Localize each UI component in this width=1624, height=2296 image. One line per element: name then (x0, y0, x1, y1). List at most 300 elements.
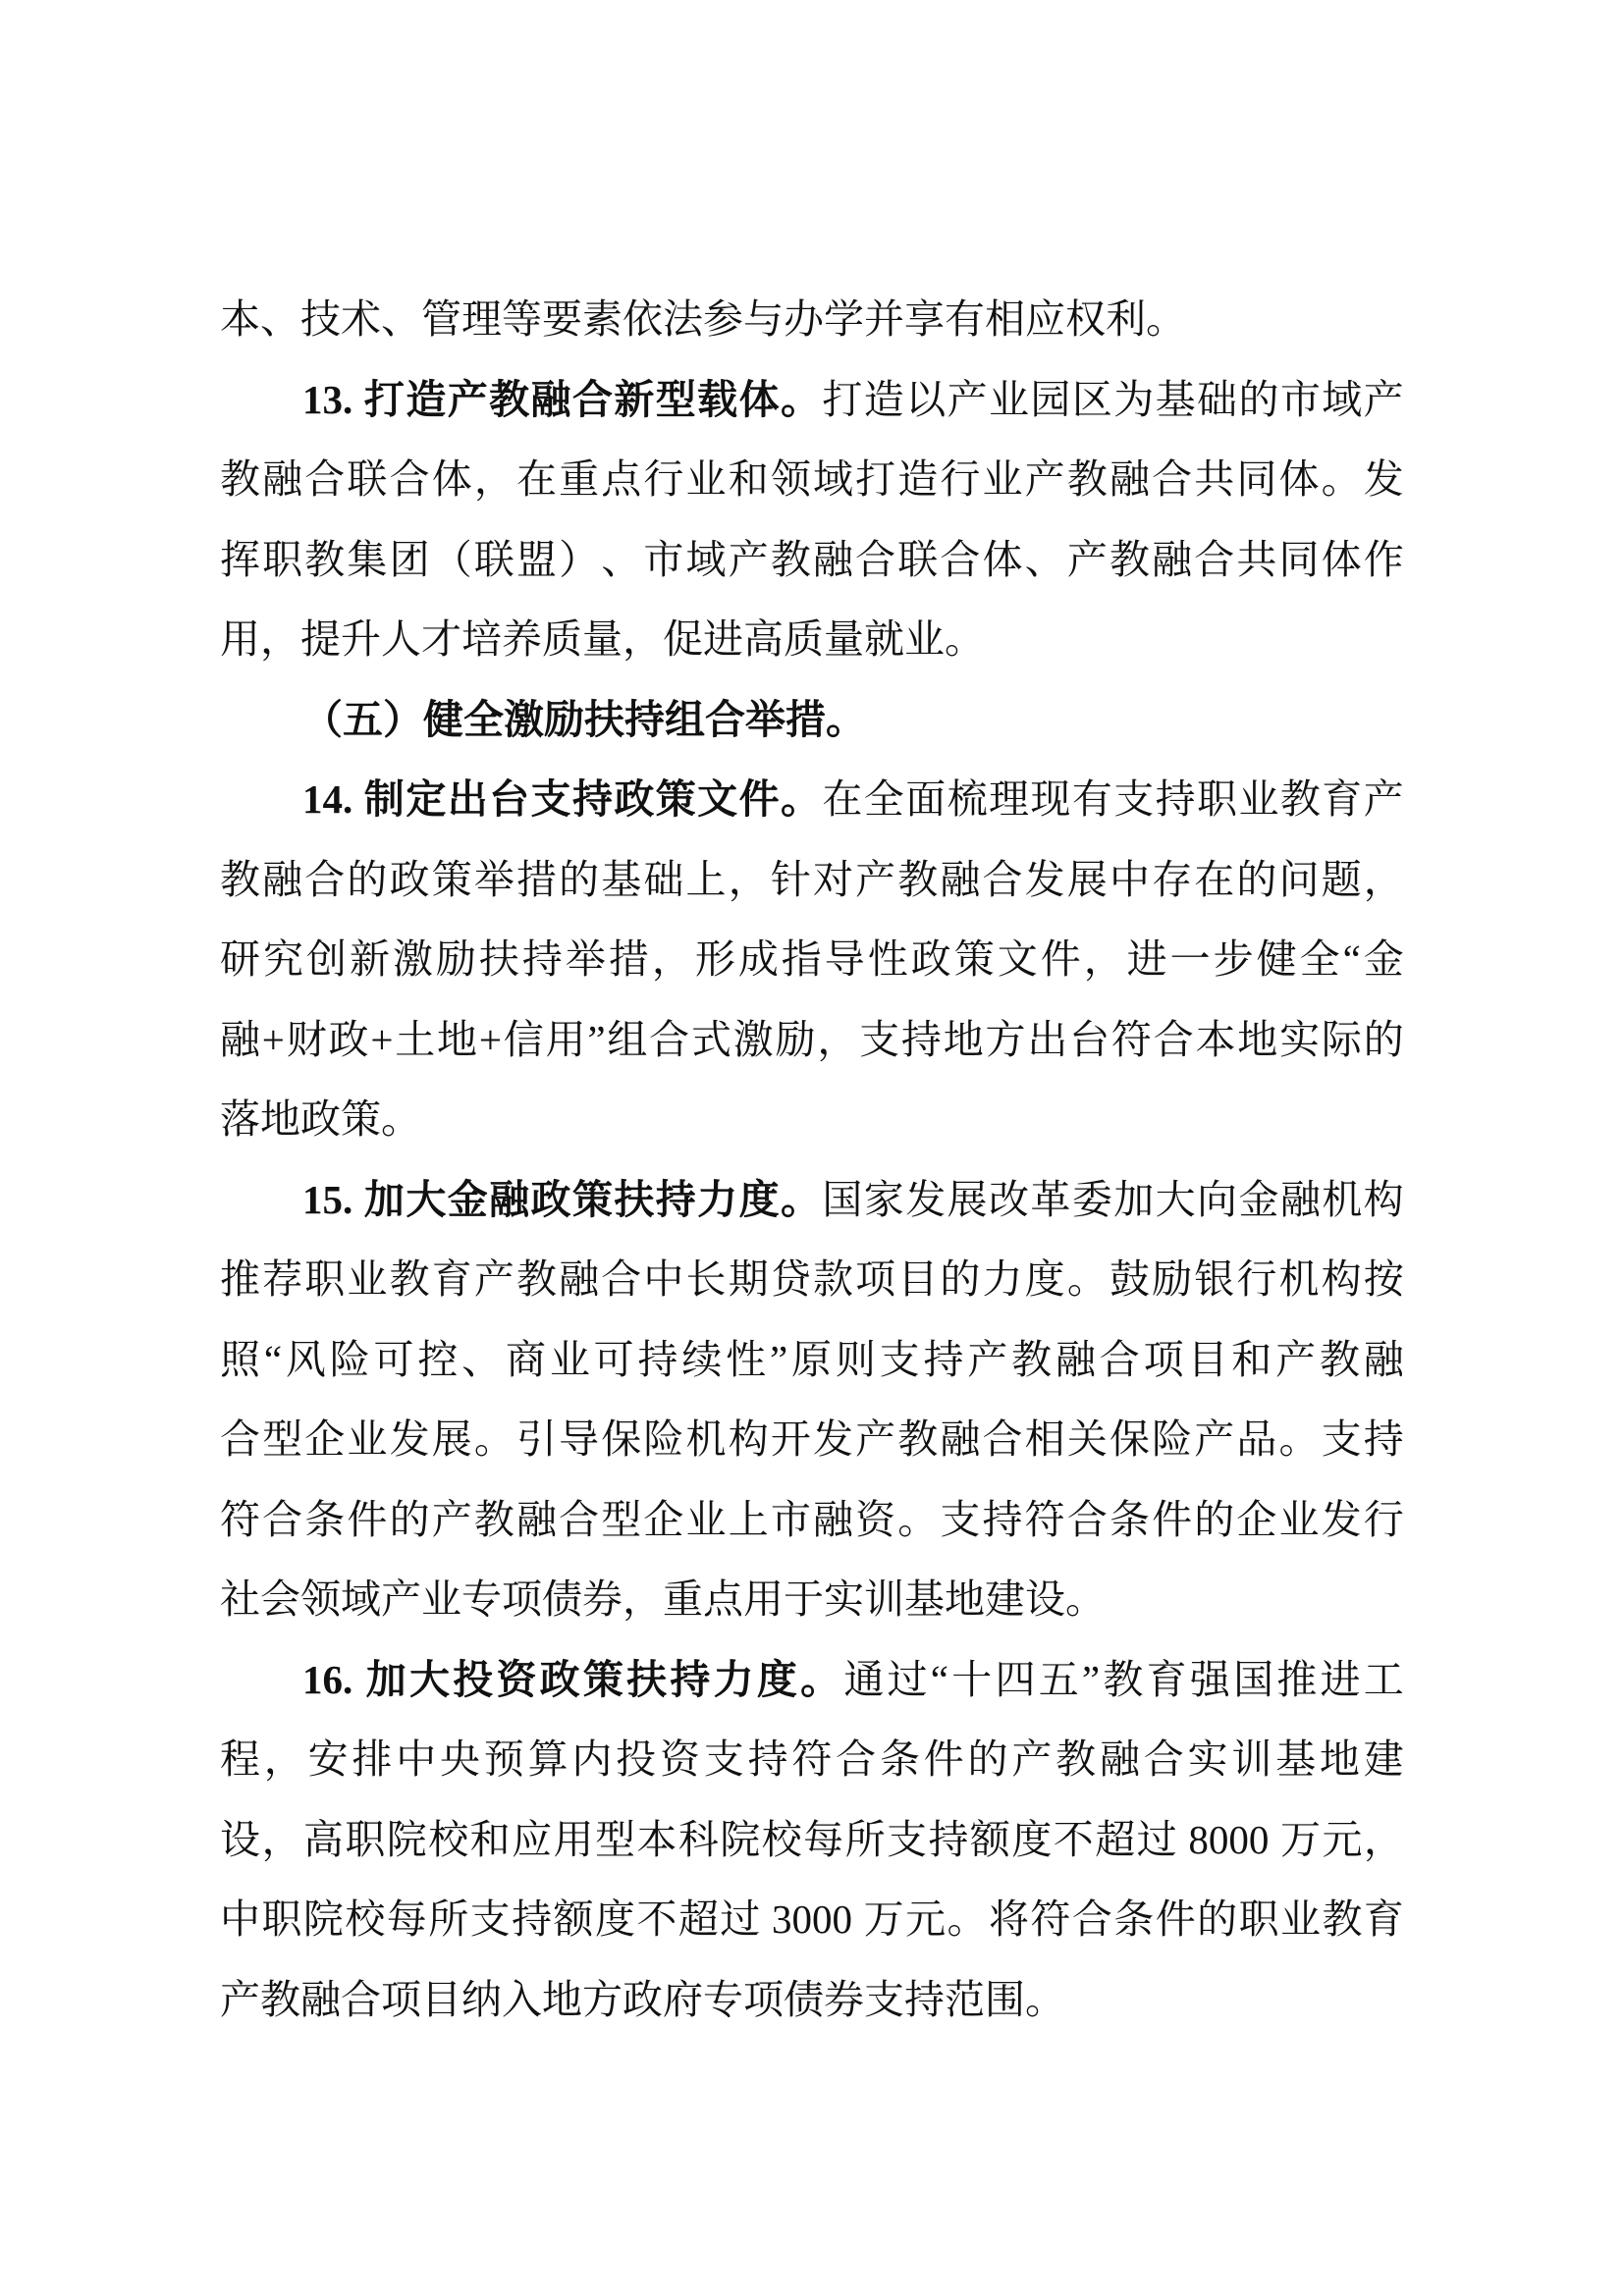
text-unit: 目 (897, 1256, 939, 1302)
text-unit: 在 (515, 456, 557, 502)
text-unit: 支 (940, 1496, 981, 1542)
text-unit: 和 (469, 1816, 511, 1862)
text-run: 社会领域产业专项债券，重点用于实训基地建设。 (220, 1576, 1106, 1622)
text-unit: 盟 (515, 536, 557, 582)
text-unit: 排 (352, 1736, 393, 1782)
text-unit: 荐 (262, 1256, 303, 1302)
text-unit: 加 (1113, 1176, 1155, 1222)
text-unit: 研 (220, 936, 260, 982)
text-unit: 机 (685, 1416, 727, 1462)
text-unit: 度 (1024, 1256, 1065, 1302)
text-unit: 出 (447, 776, 488, 822)
text-unit: 。 (473, 1416, 514, 1462)
text-unit: 市 (770, 1496, 811, 1542)
text-unit: 的 (1238, 376, 1279, 422)
text-unit: 险 (329, 1336, 370, 1382)
text-unit: 保 (601, 1416, 642, 1462)
text-unit: 域 (685, 536, 727, 582)
text-unit: + (478, 1016, 502, 1062)
text-unit: 、 (601, 536, 642, 582)
text-unit: 性 (867, 936, 908, 982)
text-unit: 职 (261, 1896, 302, 1942)
text-unit: ” (769, 1336, 788, 1382)
text-line-5 (220, 600, 1404, 680)
text-unit: 政 (389, 856, 430, 902)
text-unit: 。 (1321, 456, 1362, 502)
text-unit: 每 (803, 1816, 844, 1862)
text-unit: 。 (897, 1496, 939, 1542)
text-unit: 校 (428, 1816, 469, 1862)
text-unit: 预 (483, 1736, 524, 1782)
text-unit: 合 (571, 376, 613, 422)
text-unit: 共 (1194, 456, 1235, 502)
text-unit: 现 (1030, 776, 1071, 822)
text-unit: 险 (643, 1416, 684, 1462)
text-unit: 地 (437, 1016, 478, 1062)
text-unit: 融 (1109, 456, 1150, 502)
text-unit: 发 (1321, 1496, 1362, 1542)
text-unit: 推 (1276, 1656, 1318, 1702)
text-unit: 域 (1322, 376, 1363, 422)
text-unit: 创 (305, 936, 347, 982)
text-unit: 基 (601, 856, 642, 902)
text-unit: 育 (1322, 776, 1363, 822)
text-unit: 强 (1189, 1656, 1230, 1702)
text-unit: 融 (559, 1256, 600, 1302)
text-unit: 有 (1071, 776, 1112, 822)
text-unit: 万 (863, 1896, 904, 1942)
text-unit: 基 (1155, 376, 1196, 422)
text-unit: 以 (905, 376, 947, 422)
text-unit: 教 (897, 1416, 939, 1462)
text-unit: 融 (1099, 1736, 1140, 1782)
text-unit: 教 (1056, 1736, 1097, 1782)
text-unit: ， (263, 1736, 304, 1782)
text-unit: 发 (1024, 856, 1065, 902)
text-unit: 指 (781, 936, 822, 982)
text-unit: 委 (1071, 1176, 1112, 1222)
text-unit: 条 (304, 1496, 346, 1542)
text-unit: 。 (780, 1176, 821, 1222)
text-unit: 的 (347, 856, 388, 902)
text-unit: 打 (363, 376, 405, 422)
text-unit: 持 (747, 1736, 788, 1782)
text-unit: 育 (1363, 1896, 1404, 1942)
text-unit: 支 (1321, 1416, 1362, 1462)
heading-run: （五）健全激励扶持组合举措。 (302, 696, 866, 742)
text-unit: 教 (897, 856, 939, 902)
text-unit: 教 (1322, 1896, 1363, 1942)
text-unit: ， (1363, 856, 1404, 902)
text-unit: 国 (822, 1176, 863, 1222)
text-unit: 财 (286, 1016, 327, 1062)
text-unit: 策 (953, 936, 995, 982)
text-run: 产教融合项目纳入地方政府专项债券支持范围。 (220, 1976, 1065, 2022)
text-unit: 的 (389, 1496, 430, 1542)
text-unit: 可 (593, 1336, 634, 1382)
text-unit: 融 (220, 1016, 260, 1062)
text-unit: 联 (347, 456, 388, 502)
text-unit: 发 (812, 1416, 853, 1462)
text-unit: 推 (220, 1256, 260, 1302)
text-unit: 院 (302, 1896, 344, 1942)
text-unit: 融 (489, 1176, 530, 1222)
text-unit: 。 (780, 776, 821, 822)
text-unit: 件 (1040, 936, 1081, 982)
text-unit: 。 (800, 1656, 841, 1702)
text-unit: 企 (1236, 1496, 1277, 1542)
text-unit: 十 (951, 1656, 993, 1702)
text-unit: 政 (539, 1656, 580, 1702)
text-unit: 型 (601, 1496, 642, 1542)
text-unit: 政 (530, 1176, 571, 1222)
text-unit: 信 (503, 1016, 544, 1062)
text-unit: 形 (694, 936, 735, 982)
text-unit: 造 (863, 376, 904, 422)
text-unit: 央 (439, 1736, 480, 1782)
text-unit: 四 (995, 1656, 1036, 1702)
text-unit: 育 (1146, 1656, 1187, 1702)
text-unit: 合 (836, 1736, 877, 1782)
text-unit: 方 (985, 1016, 1026, 1062)
text-unit: 符 (1030, 1896, 1071, 1942)
text-unit: 产 (1011, 1736, 1053, 1782)
text-unit: 性 (726, 1336, 767, 1382)
text-unit: 梳 (947, 776, 988, 822)
text-unit: 健 (1256, 936, 1297, 982)
text-unit: 上 (685, 856, 727, 902)
text-unit: 险 (1152, 1416, 1193, 1462)
text-unit: 项 (1143, 1336, 1184, 1382)
text-unit: 合 (304, 456, 346, 502)
text-unit: 合 (1153, 1016, 1194, 1062)
text-unit: 体 (1278, 456, 1320, 502)
text-unit: 校 (345, 1896, 386, 1942)
text-unit: 长 (685, 1256, 727, 1302)
text-unit: 制 (363, 776, 405, 822)
text-unit: 中 (1109, 856, 1150, 902)
text-unit: 支 (859, 1016, 900, 1062)
text-unit: 。 (780, 376, 821, 422)
text-unit: 教 (515, 1256, 557, 1302)
text-unit: （ (431, 536, 472, 582)
text-unit: 加 (363, 1176, 405, 1222)
text-unit: 构 (1321, 1256, 1362, 1302)
text-unit: 体 (1321, 536, 1362, 582)
text-unit: 合 (1066, 1496, 1108, 1542)
text-unit: 教 (1011, 1336, 1053, 1382)
text-unit: 续 (681, 1336, 723, 1382)
text-unit: 载 (697, 376, 738, 422)
text-unit: 出 (1027, 1016, 1068, 1062)
text-unit: 联 (897, 536, 939, 582)
text-unit: 家 (863, 1176, 904, 1222)
text-unit: 控 (417, 1336, 459, 1382)
text-unit: 不 (1053, 1816, 1094, 1862)
text-unit: 度 (738, 1176, 780, 1222)
text-unit: 体 (982, 536, 1023, 582)
text-unit: 园 (1030, 376, 1071, 422)
text-unit: 型 (594, 1816, 635, 1862)
text-unit: 职 (1197, 776, 1238, 822)
text-unit: 体 (738, 376, 780, 422)
text-unit: 面 (905, 776, 947, 822)
text-unit: 融 (812, 1496, 853, 1542)
text-unit: 组 (607, 1016, 648, 1062)
text-unit: 台 (489, 776, 530, 822)
text-unit: 关 (1066, 1416, 1108, 1462)
text-unit: 安 (307, 1736, 349, 1782)
text-unit: 度 (1011, 1816, 1053, 1862)
text-unit: 产 (1363, 776, 1404, 822)
text-unit: 产 (728, 536, 769, 582)
text-line-6 (220, 680, 1404, 761)
text-unit: 全 (1299, 936, 1340, 982)
text-unit: 符 (791, 1736, 833, 1782)
text-unit: 合 (1071, 1896, 1112, 1942)
text-unit: 通 (843, 1656, 885, 1702)
text-unit: 风 (285, 1336, 326, 1382)
text-unit: 的 (1194, 1496, 1235, 1542)
text-unit: 合 (1143, 1736, 1184, 1782)
text-unit: 础 (1197, 376, 1238, 422)
text-unit: 发 (905, 1176, 947, 1222)
text-unit: 理 (989, 776, 1029, 822)
text-unit: 度 (594, 1896, 635, 1942)
text-unit: 院 (720, 1816, 761, 1862)
text-unit: 同 (1278, 536, 1320, 582)
text-unit: 地 (1237, 1016, 1278, 1062)
text-unit: 集 (347, 536, 388, 582)
text-unit: 大 (408, 1656, 450, 1702)
text-unit: + (261, 1016, 285, 1062)
text-unit: 业 (685, 456, 727, 502)
text-unit: 持 (928, 1816, 969, 1862)
text-unit: 合 (601, 1256, 642, 1302)
text-unit: 融 (1279, 1176, 1321, 1222)
text-unit: 款 (812, 1256, 853, 1302)
text-unit: 在 (822, 776, 863, 822)
text-unit: 的 (967, 1736, 1008, 1782)
text-unit: 品 (1236, 1416, 1277, 1462)
text-unit: 实 (1279, 1016, 1321, 1062)
text-unit: 策 (431, 856, 472, 902)
text-unit: 支 (1113, 776, 1155, 822)
text-unit: “ (1342, 936, 1361, 982)
text-unit: 贷 (770, 1256, 811, 1302)
text-unit: 产 (1194, 1416, 1235, 1462)
text-unit: “ (263, 1336, 283, 1382)
text-unit: 扶 (614, 1176, 655, 1222)
text-line-22 (220, 1960, 1404, 2041)
text-unit: 点 (601, 456, 642, 502)
text-line-12 (220, 1160, 1404, 1241)
text-line-3 (220, 440, 1404, 520)
text-unit: 实 (1187, 1736, 1228, 1782)
text-unit: 大 (406, 1176, 447, 1222)
text-unit: 则 (835, 1336, 876, 1382)
text-unit: ” (587, 1016, 606, 1062)
text-unit: 策 (582, 1656, 623, 1702)
text-unit: 全 (863, 776, 904, 822)
text-unit: 造 (897, 456, 939, 502)
text-unit: ， (817, 1016, 858, 1062)
text-unit: 产 (431, 1496, 472, 1542)
text-unit: 行 (940, 456, 981, 502)
text-unit: 激 (732, 1016, 774, 1062)
text-unit: 。 (1066, 1256, 1108, 1302)
text-unit: 对 (812, 856, 853, 902)
text-unit: 的 (1236, 856, 1277, 902)
text-unit: 16. (302, 1656, 363, 1702)
text-unit: 型 (262, 1416, 303, 1462)
text-unit: 五 (1038, 1656, 1079, 1702)
text-unit: 金 (1363, 936, 1404, 982)
text-unit: 持 (923, 1336, 964, 1382)
text-unit: 合 (1152, 456, 1193, 502)
text-unit: 业 (982, 456, 1023, 502)
text-unit: 条 (1109, 1496, 1150, 1542)
text-unit: 业 (347, 1416, 388, 1462)
text-unit: 支 (530, 776, 571, 822)
text-unit: 产 (447, 376, 488, 422)
text-unit: 合 (220, 1416, 260, 1462)
text-unit: 合 (262, 1496, 303, 1542)
text-unit: 向 (1197, 1176, 1238, 1222)
text-unit: 合 (982, 1416, 1023, 1462)
text-unit: 体 (431, 456, 472, 502)
text-unit: 合 (304, 856, 346, 902)
text-unit: 开 (770, 1416, 811, 1462)
text-unit: 建 (1363, 1736, 1404, 1782)
text-unit: 企 (304, 1416, 346, 1462)
text-unit: 持 (512, 1896, 553, 1942)
text-unit: 符 (1024, 1496, 1065, 1542)
text-unit: 支 (887, 1816, 927, 1862)
text-unit: 件 (1152, 1496, 1193, 1542)
text-unit: 相 (1024, 1416, 1065, 1462)
text-unit: 资 (855, 1496, 896, 1542)
text-run: 本、技术、管理等要素依法参与办学并享有相应权利。 (220, 296, 1186, 342)
text-line-18 (220, 1640, 1404, 1721)
text-unit: 究 (262, 936, 303, 982)
text-unit: 支 (879, 1336, 920, 1382)
text-unit: 持 (670, 1656, 711, 1702)
text-unit: 合 (982, 856, 1023, 902)
text-unit: 励 (435, 936, 476, 982)
text-unit: 件 (923, 1736, 964, 1782)
text-run: 用，提升人才培养质量，促进高质量就业。 (220, 616, 985, 662)
text-unit: 存 (1152, 856, 1193, 902)
text-unit: 。 (1278, 1416, 1320, 1462)
text-unit: 不 (636, 1896, 677, 1942)
text-unit: 教 (489, 376, 530, 422)
text-unit: 中 (396, 1736, 437, 1782)
text-unit: + (370, 1016, 394, 1062)
text-unit: 业 (1238, 776, 1279, 822)
text-unit: 教 (304, 536, 346, 582)
text-line-7 (220, 760, 1404, 840)
text-unit: 行 (643, 456, 684, 502)
text-unit: 土 (395, 1016, 436, 1062)
text-unit: 所 (844, 1816, 886, 1862)
text-line-17 (220, 1560, 1404, 1640)
text-unit: 大 (1155, 1176, 1196, 1222)
text-unit: 育 (431, 1256, 472, 1302)
text-unit: 将 (988, 1896, 1029, 1942)
text-unit: 造 (406, 376, 447, 422)
text-unit: 期 (728, 1256, 769, 1302)
text-unit: ” (1081, 1656, 1101, 1702)
text-unit: 国 (1233, 1656, 1274, 1702)
text-unit: 问 (1278, 856, 1320, 902)
text-unit: 合 (559, 1496, 600, 1542)
text-unit: 融 (262, 456, 303, 502)
text-unit: 域 (812, 456, 853, 502)
text-unit: 际 (1321, 1016, 1362, 1062)
text-unit: 式 (690, 1016, 731, 1062)
text-unit: 的 (1363, 1016, 1404, 1062)
text-unit: 用 (553, 1816, 594, 1862)
text-unit: 区 (1071, 376, 1112, 422)
text-unit: 本 (636, 1816, 677, 1862)
text-unit: ， (261, 1816, 302, 1862)
text-run: 落地政策。 (220, 1096, 421, 1142)
text-unit: 力 (713, 1656, 754, 1702)
text-unit: 励 (775, 1016, 816, 1062)
text-unit: 新 (614, 376, 655, 422)
text-unit: 展 (1066, 856, 1108, 902)
text-unit: 教 (1103, 1656, 1144, 1702)
text-unit: 超 (1095, 1816, 1136, 1862)
text-unit: 可 (373, 1336, 414, 1382)
text-unit: 的 (940, 1256, 981, 1302)
text-unit: 支 (469, 1896, 511, 1942)
text-unit: 、 (1024, 536, 1065, 582)
text-unit: 算 (527, 1736, 568, 1782)
text-unit: 企 (643, 1496, 684, 1542)
text-unit: ） (559, 536, 600, 582)
text-unit: 加 (365, 1656, 406, 1702)
text-unit: 中 (643, 1256, 684, 1302)
text-unit: 的 (1197, 1896, 1238, 1942)
text-unit: 政 (910, 936, 951, 982)
text-unit: 过 (720, 1896, 761, 1942)
text-unit: 融 (940, 1416, 981, 1462)
text-unit: 件 (738, 776, 780, 822)
text-unit: 产 (473, 1256, 514, 1302)
text-unit: 针 (770, 856, 811, 902)
text-unit: 融 (1363, 1336, 1404, 1382)
text-unit: 教 (220, 856, 260, 902)
text-unit: 打 (822, 376, 863, 422)
text-unit: 文 (697, 776, 738, 822)
text-unit: 教 (220, 456, 260, 502)
text-unit: 展 (947, 1176, 988, 1222)
text-unit: 合 (389, 456, 430, 502)
text-line-14 (220, 1320, 1404, 1401)
text-unit: 打 (855, 456, 896, 502)
text-unit: 职 (345, 1816, 386, 1862)
text-unit: 政 (328, 1016, 369, 1062)
text-unit: 步 (1213, 936, 1254, 982)
text-unit: 融 (940, 856, 981, 902)
text-unit: 目 (1187, 1336, 1228, 1382)
text-unit: 每 (386, 1896, 427, 1942)
text-line-9 (220, 920, 1404, 1000)
text-unit: 共 (1236, 536, 1277, 582)
text-unit: 融 (515, 1496, 557, 1542)
